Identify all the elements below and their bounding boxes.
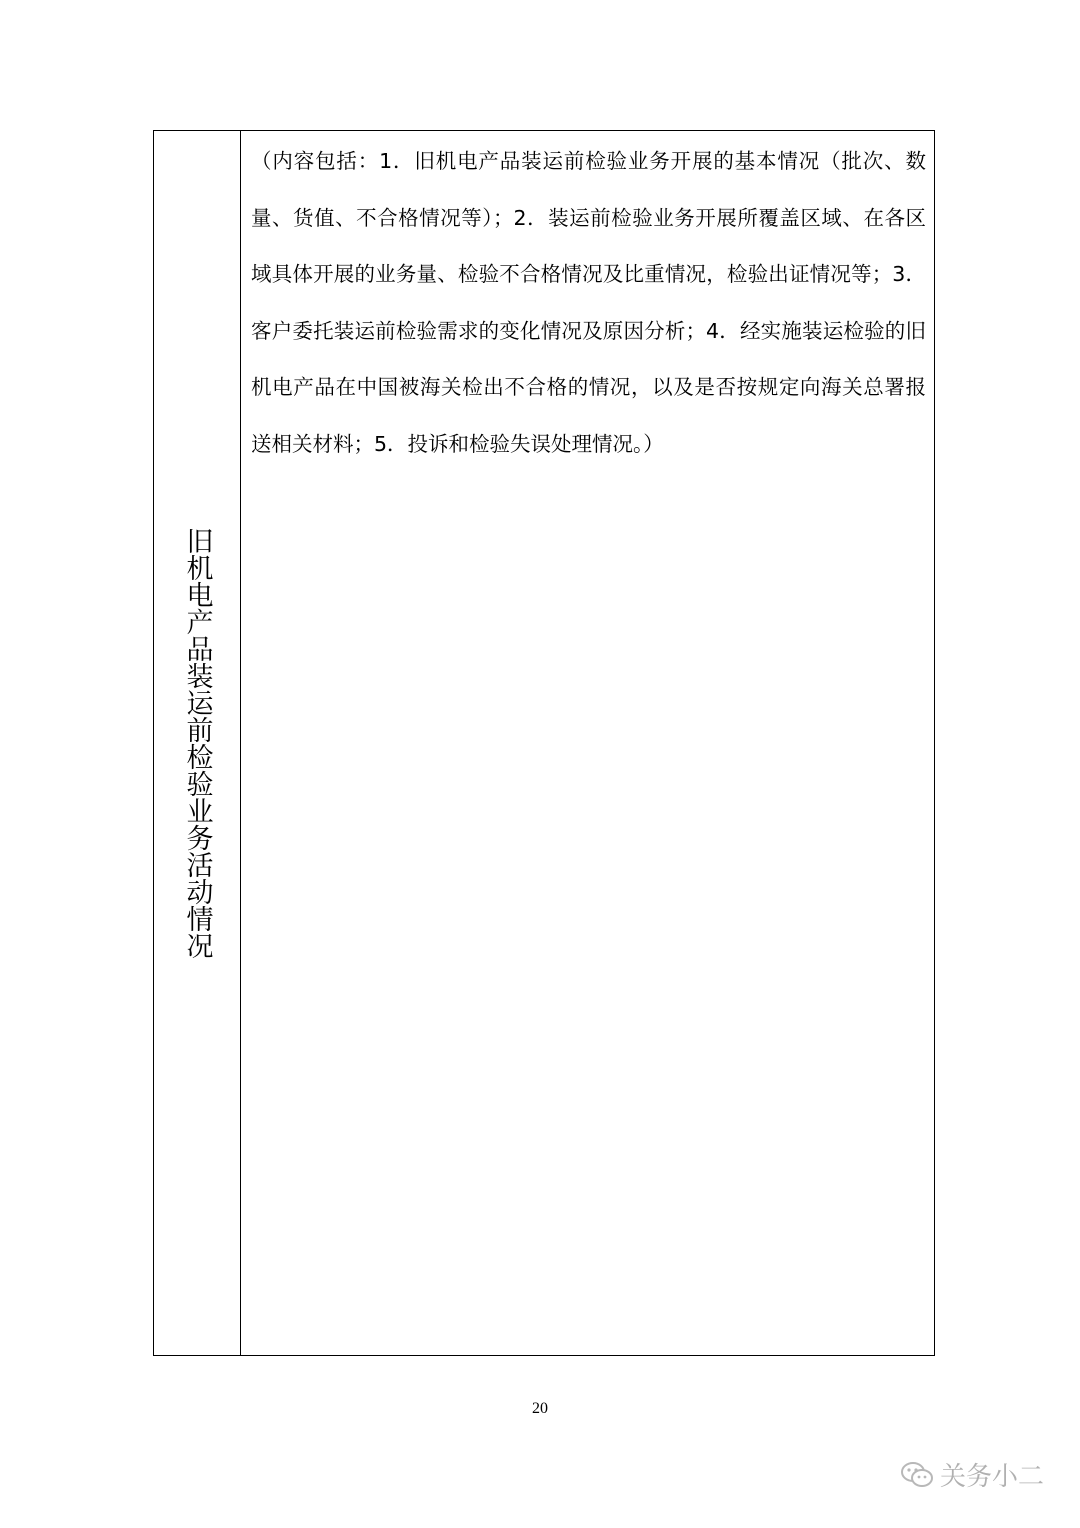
content-text: （内容包括：1．旧机电产品装运前检验业务开展的基本情况（批次、数量、货值、不合格情况等）；2．装运前检验业务开展所覆盖区域、在各区域具体开展的业务量、检验不合格情况及比重情况，检验出证情况等；3．客户委托装运前检验需求的变化情况及原因分析；4．经实施装运检验的旧机电产品在中国被海关检出不合格的情况，以及是否按规定向海关总署报送相关材料；5．投诉和检验失误处理情况。）: [251, 149, 926, 456]
wechat-icon: [900, 1460, 934, 1490]
content-cell: [241, 131, 934, 1355]
row-label-cell: [154, 131, 241, 1355]
row-label: 旧机电产品装运前检验业务活动情况: [181, 527, 213, 959]
watermark: [900, 1456, 1044, 1493]
watermark-text: 关务小二: [940, 1462, 1045, 1492]
form-table: [153, 130, 935, 1356]
page-number: 20: [532, 1400, 548, 1417]
